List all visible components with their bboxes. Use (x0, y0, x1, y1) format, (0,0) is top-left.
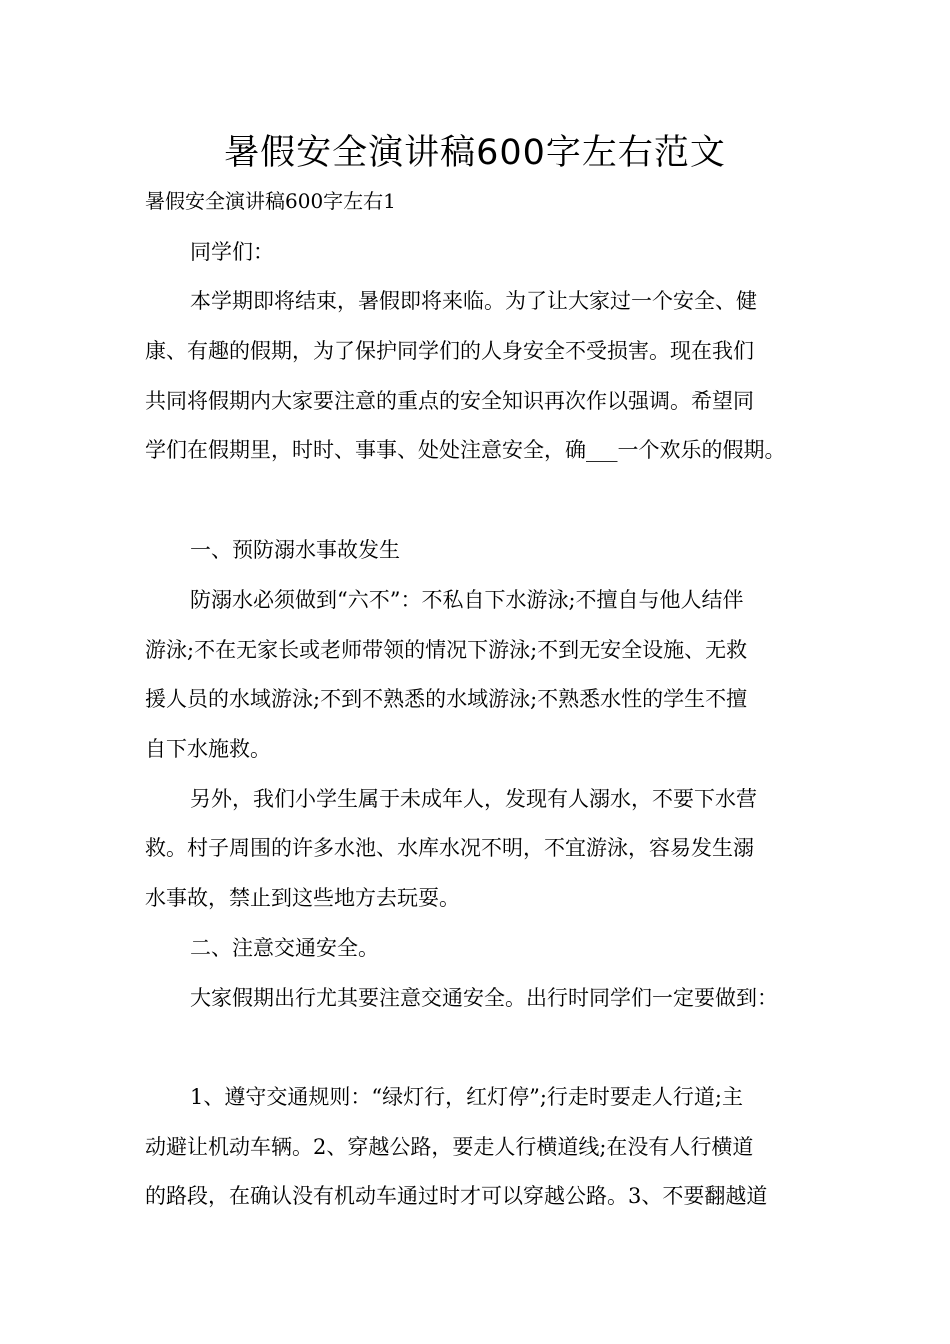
paragraph-line: 的路段，在确认没有机动车通过时才可以穿越公路。3、不要翻越道 (145, 1184, 768, 1208)
paragraph-line: 援人员的水域游泳;不到不熟悉的水域游泳;不熟悉水性的学生不擅 (145, 687, 748, 711)
section-heading-drowning: 一、预防溺水事故发生 (190, 538, 400, 562)
paragraph-line: 1、遵守交通规则：“绿灯行，红灯停”;行走时要走人行道;主 (190, 1085, 743, 1109)
paragraph-line: 共同将假期内大家要注意的重点的安全知识再次作以强调。希望同 (145, 389, 754, 413)
paragraph-line: 本学期即将结束，暑假即将来临。为了让大家过一个安全、健 (190, 289, 757, 313)
paragraph-line: 水事故，禁止到这些地方去玩耍。 (145, 886, 460, 910)
paragraph-line: 另外，我们小学生属于未成年人，发现有人溺水，不要下水营 (190, 787, 757, 811)
paragraph-line: 康、有趣的假期，为了保护同学们的人身安全不受损害。现在我们 (145, 339, 754, 363)
paragraph-line: 自下水施救。 (145, 737, 271, 761)
document-title: 暑假安全演讲稿600字左右范文 (224, 133, 726, 173)
paragraph-line: 游泳;不在无家长或老师带领的情况下游泳;不到无安全设施、无救 (145, 638, 748, 662)
paragraph-line: 动避让机动车辆。2、穿越公路，要走人行横道线;在没有人行横道 (145, 1135, 754, 1159)
section-heading-traffic: 二、注意交通安全。 (190, 936, 379, 960)
salutation: 同学们： (190, 240, 274, 264)
paragraph-line: 学们在假期里，时时、事事、处处注意安全，确___一个欢乐的假期。 (145, 438, 786, 462)
paragraph-line: 救。村子周围的许多水池、水库水况不明，不宜游泳，容易发生溺 (145, 836, 754, 860)
document-subtitle: 暑假安全演讲稿600字左右1 (145, 189, 396, 213)
paragraph-line: 防溺水必须做到“六不”：不私自下水游泳;不擅自与他人结伴 (190, 588, 744, 612)
paragraph-line: 大家假期出行尤其要注意交通安全。出行时同学们一定要做到： (190, 986, 778, 1010)
